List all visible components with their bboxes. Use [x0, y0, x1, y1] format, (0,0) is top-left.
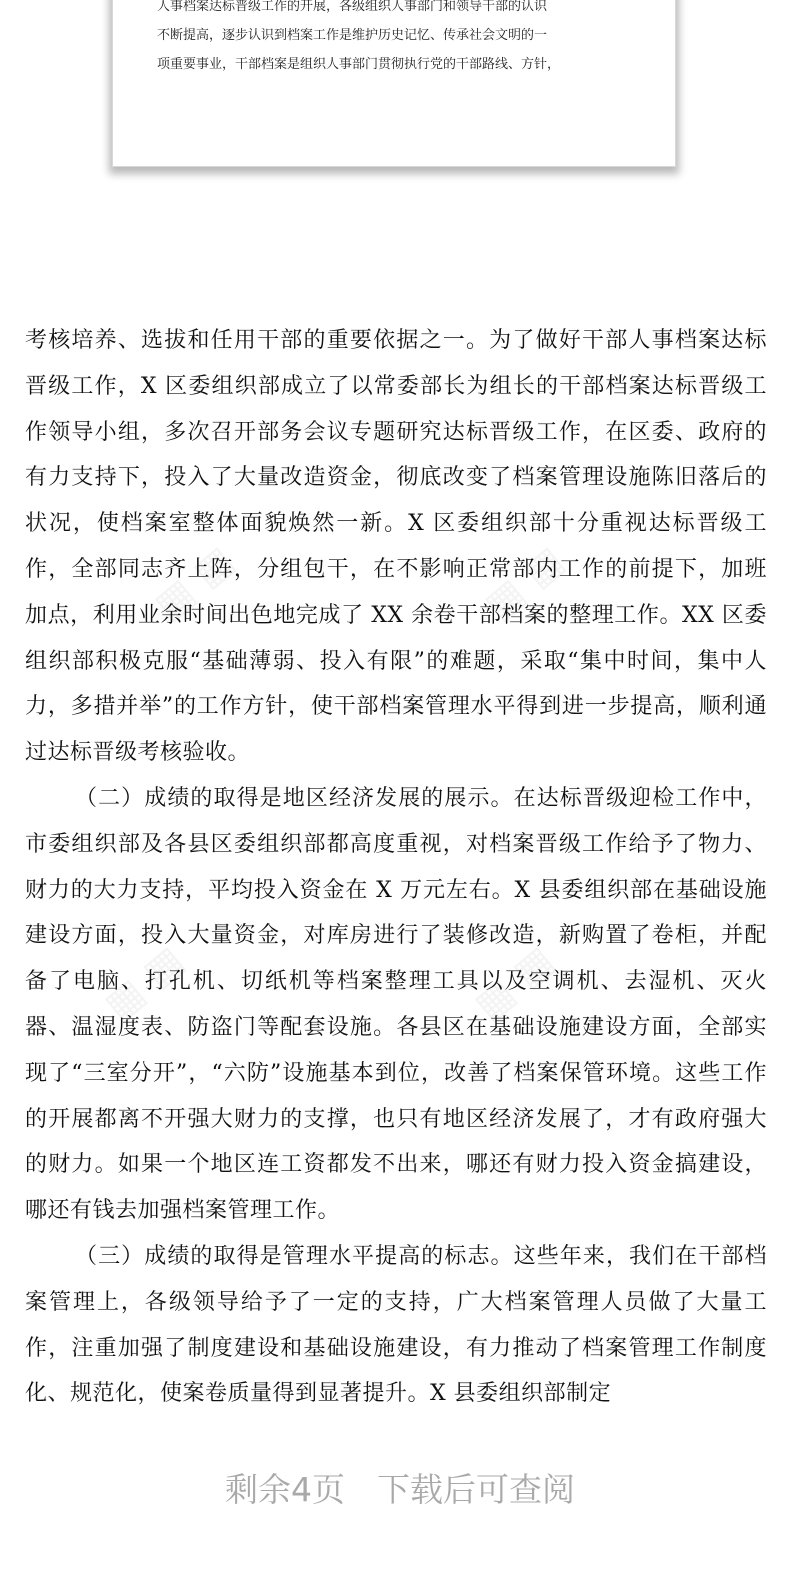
paragraph-1: 考核培养、选拔和任用干部的重要依据之一。为了做好干部人事档案达标晋级工作，X 区委组织部成立了以常委部长为组长的干部档案达标晋级工作领导小组，多次召开部务会议专题研究达标晋级工作，在区委、政府的有力支持下，投入了大量改造资金，彻底改变了档案管理设施陈旧落后的状况，使档案室整体面貌焕然一新。X 区委组织部十分重视达标晋级工作，全部同志齐上阵，分组包干，在不影响正常部内工作的前提下，加班加点，利用业余时间出色地完成了 XX 余卷干部档案的整理工作。XX 区委组织部积极克服“基础薄弱、投入有限”的难题，采取“集中时间，集中人力，多措并举”的工作方针，使干部档案管理水平得到进一步提高，顺利通过达标晋级考核验收。 [25, 328, 767, 766]
preview-page-card [112, 0, 676, 167]
preview-line-1: 人事档案达标晋级工作的开展，各级组织人事部门和领导干部的认识 [157, 0, 548, 14]
preview-line-2: 不断提高，逐步认识到档案工作是维护历史记忆、传承社会文明的一 [157, 28, 548, 43]
paragraph-2: （二）成绩的取得是地区经济发展的展示。在达标晋级迎检工作中，市委组织部及各县区委组织部都高度重视，对档案晋级工作给予了物力、财力的大力支持，平均投入资金在 X 万元左右。X 县委组织部在基础设施建设方面，投入大量资金，对库房进行了装修改造，新购置了卷柜，并配备了电脑、打孔机、切纸机等档案整理工具以及空调机、去湿机、灭火器、温湿度表、防盗门等配套设施。各县区在基础设施建设方面，全部实现了“三室分开”，“六防”设施基本到位，改善了档案保管环境。这些工作的开展都离不开强大财力的支撑，也只有地区经济发展了，才有政府强大的财力。如果一个地区连工资都发不出来，哪还有财力投入资金搞建设，哪还有钱去加强档案管理工作。 [25, 785, 767, 1224]
document-body [25, 318, 767, 1417]
download-prompt-banner[interactable] [0, 1455, 800, 1525]
download-hint-text: 下载后可查阅 [377, 1470, 575, 1509]
preview-line-3: 项重要事业，干部档案是组织人事部门贯彻执行党的干部路线、方针， [157, 57, 561, 72]
remaining-pages-text: 剩余4页 [225, 1470, 345, 1509]
paragraph-3: （三）成绩的取得是管理水平提高的标志。这些年来，我们在干部档案管理上，各级领导给予了一定的支持，广大档案管理人员做了大量工作，注重加强了制度建设和基础设施建设，有力推动了档案管理工作制度化、规范化，使案卷质量得到显著提升。X 县委组织部制定 [25, 1243, 767, 1407]
